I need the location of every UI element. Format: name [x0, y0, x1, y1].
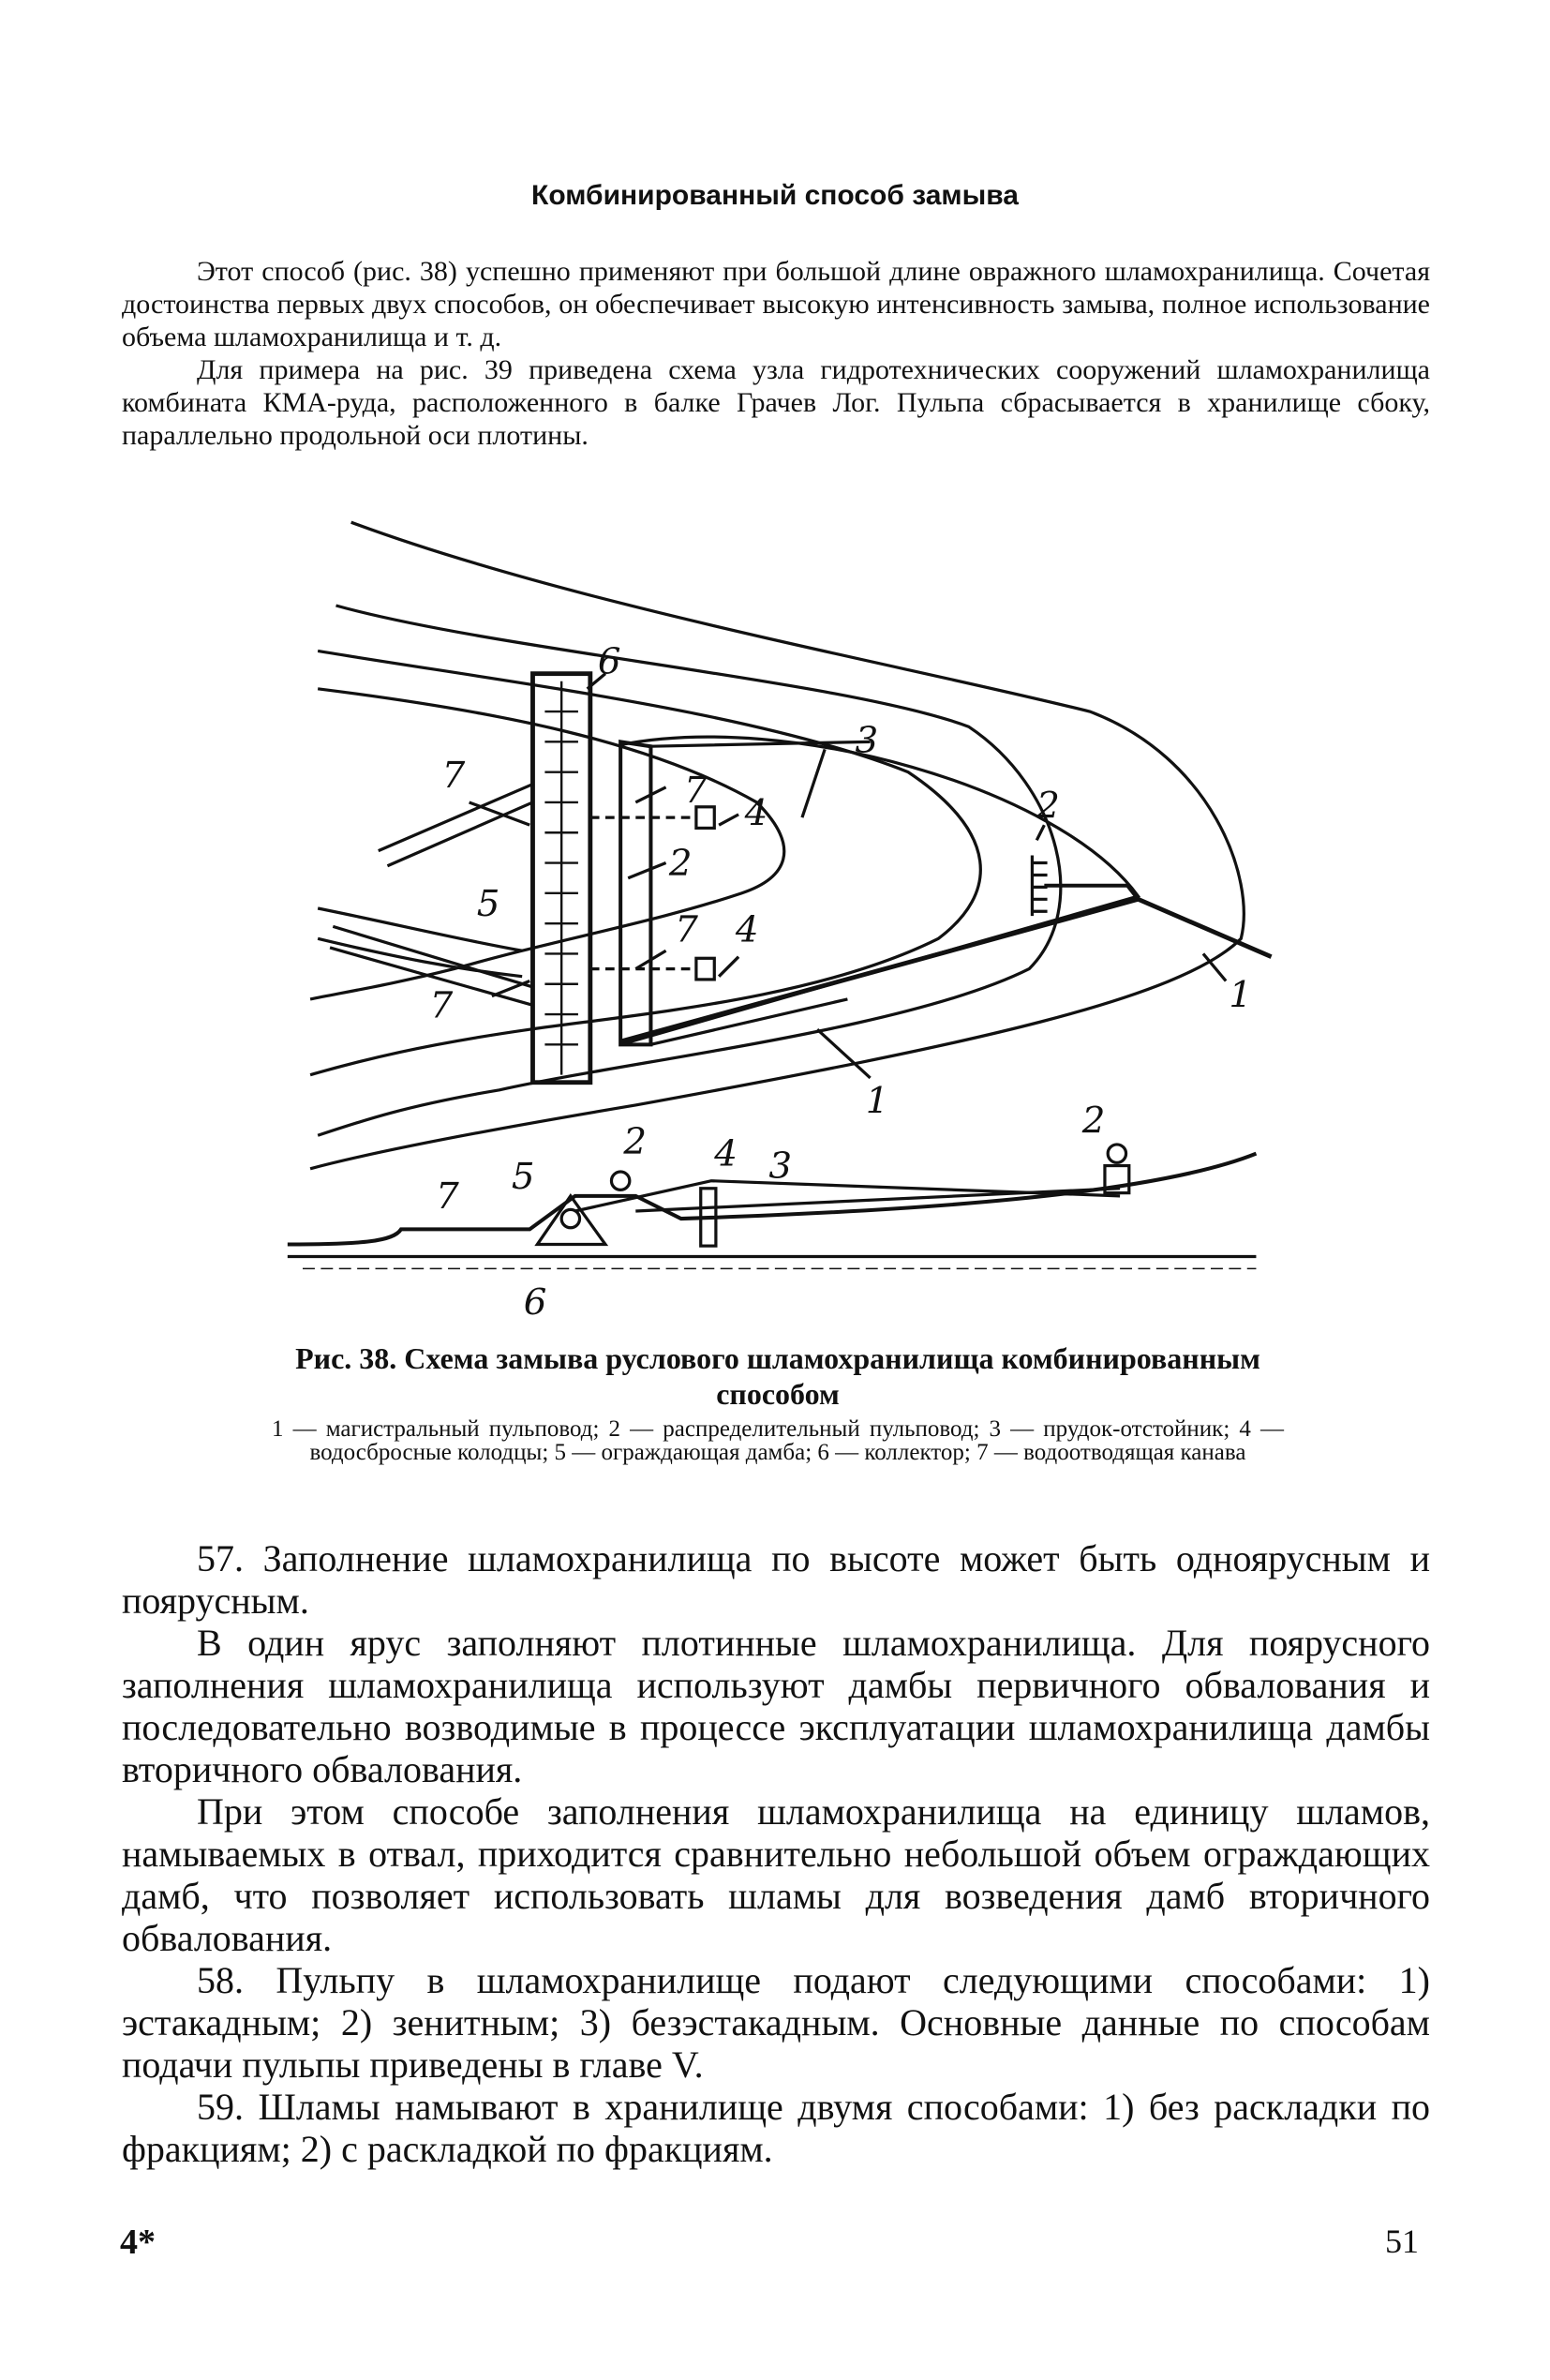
body-paragraph: При этом способе заполнения шламохранилища на единицу шламов, намываемых в отвал, приходится сравнительно небольшой объем ограждающих дамб, что позволяет использовать шламы для возведения дамб вторичного обвалования. [122, 1790, 1430, 1959]
label: 2 [1036, 785, 1060, 828]
body-paragraph: 57. Заполнение шламохранилища по высоте может быть одноярусным и поярусным. [122, 1537, 1430, 1622]
main-pipeline [620, 899, 1271, 1041]
label: 2 [1081, 1100, 1106, 1143]
body-paragraph: 59. Шламы намывают в хранилище двумя способами: 1) без раскладки по фракциям; 2) с раскладкой по фракциям. [122, 2086, 1430, 2170]
label: 2 [668, 842, 693, 885]
label: 5 [476, 883, 500, 926]
page-number: 51 [1385, 2223, 1419, 2260]
label: 1 [1229, 973, 1253, 1016]
intro-text [122, 255, 1430, 452]
body-paragraph: 58. Пульпу в шламохранилище подают следующими способами: 1) эстакадным; 2) зенитным; 3) безэстакадным. Основные данные по способам подачи пульпы приведены в главе V. [122, 1959, 1430, 2086]
signature-mark: 4* [120, 2223, 156, 2262]
label: 1 [865, 1080, 889, 1123]
label: 7 [683, 769, 708, 812]
label: 5 [511, 1155, 535, 1198]
figure-caption [272, 1340, 1284, 1464]
body-paragraph: В один ярус заполняют плотинные шламохранилища. Для поярусного заполнения шламохранилища используют дамбы первичного обвалования и последовательно возводимые в процессе эксплуатации шламохранилища дамбы вторичного обвалования. [122, 1622, 1430, 1790]
label: 6 [523, 1280, 547, 1317]
label: 7 [429, 984, 454, 1027]
label: 4 [744, 792, 768, 835]
enclosing-dam [620, 741, 650, 1044]
figure-38-diagram [281, 511, 1312, 1317]
caption-legend: 1 — магистральный пульповод; 2 — распределительный пульповод; 3 — прудок-отстойник; 4 — водосбросные колодцы; 5 — ограждающая дамба; 6 — коллектор; 7 — водоотводящая канава [272, 1416, 1284, 1465]
label: 4 [714, 1132, 738, 1175]
label: 6 [597, 640, 621, 683]
contour-line [310, 651, 980, 1074]
spillway-well [696, 958, 714, 980]
label: 2 [623, 1120, 648, 1163]
label: 7 [675, 908, 698, 951]
contour-line [310, 522, 1244, 1169]
body-text [122, 1537, 1430, 2170]
label: 3 [768, 1145, 793, 1188]
distribution-pipeline [1044, 886, 1138, 900]
label: 7 [436, 1175, 459, 1218]
caption-title: Рис. 38. Схема замыва руслового шламохранилища комбинированным способом [295, 1341, 1260, 1411]
intro-paragraph: Для примера на рис. 39 приведена схема узла гидротехнических сооружений шламохранилища комбината КМА-руда, расположенного в балке Грачев Лог. Пульпа сбрасывается в хранилище сбоку, параллельно продольной оси плотины. [122, 354, 1430, 451]
label: 3 [855, 719, 879, 762]
label: 4 [735, 908, 759, 951]
label: 7 [441, 754, 466, 797]
section-title: Комбинированный способ замыва [531, 180, 1019, 211]
intro-paragraph: Этот способ (рис. 38) успешно применяют при большой длине овражного шламохранилища. Сочетая достоинства первых двух способов, он обеспечивает высокую интенсивность замыва, полное использование объема шламохранилища и т. д. [122, 256, 1430, 352]
